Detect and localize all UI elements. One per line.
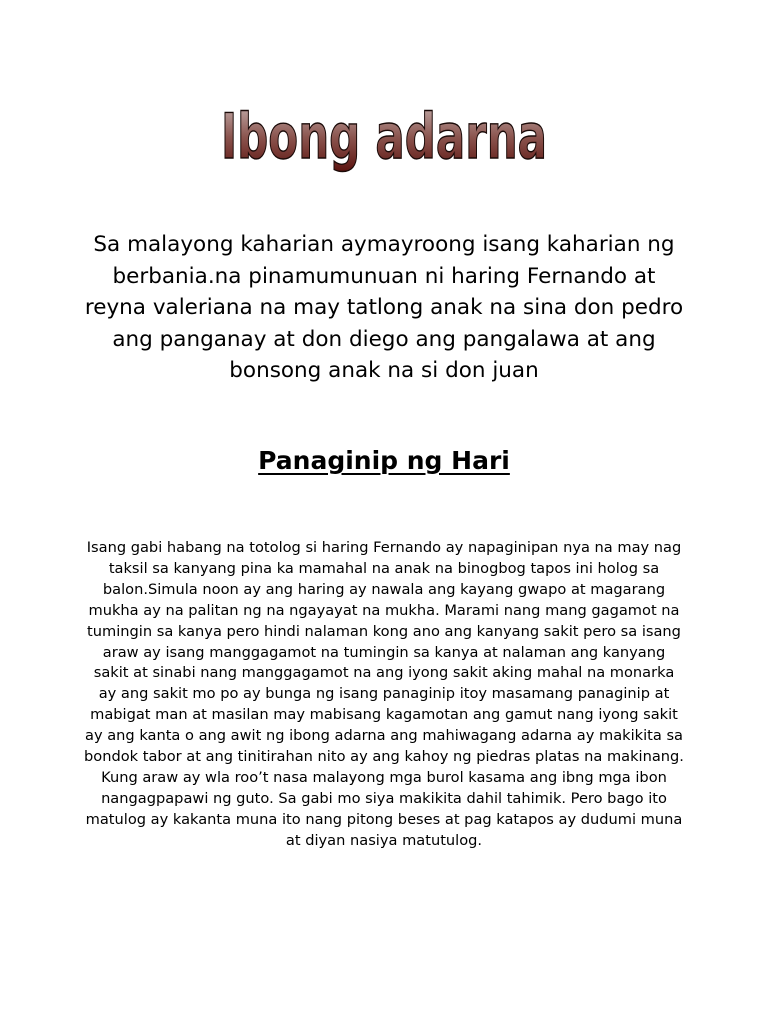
wordart-title-graphic bbox=[0, 100, 768, 180]
section-heading: Panaginip ng Hari bbox=[258, 446, 510, 475]
document-title: Ibong adarna bbox=[221, 100, 547, 173]
wordart-title bbox=[0, 100, 768, 180]
intro-paragraph: Sa malayong kaharian aymayroong isang kaharian ng berbania.na pinamumunuan ni haring Fernando at reyna valeriana na may tatlong anak na sina don pedro ang panganay at don diego ang pangalawa at ang bonsong anak na si don juan bbox=[84, 232, 684, 383]
story-paragraph: Isang gabi habang na totolog si haring Fernando ay napaginipan nya na may nag taksil sa kanyang pina ka mamahal na anak na binogbog tapos ini holog sa balon.Simula noon ay ang haring ay nawala ang kayang gwapo at magarang mukha ay na palitan ng na ngayayat na mukha. Marami nang mang gagamot na tumingin sa kanya pero hindi nalaman kong ano ang kanyang sakit pero sa isang araw ay isang manggagamot na tumingin sa kanya at nalaman ang kanyang sakit at sinabi nang manggagamot na ang iyong sakit aking mahal na monarka ay ang sakit mo po ay bunga ng isang panaginip itoy masamang panaginip at mabigat man at masilan may mabisang kagamotan ang gamut nang iyong sakit ay ang kanta o ang awit ng ibong adarna ang mahiwagang adarna ay makikita sa bondok tabor at ang tinitirahan nito ay ang kahoy ng piedras platas na makinang. Kung araw ay wla roo’t nasa malayong mga burol kasama ang ibng mga ibon nangagpapawi ng guto. Sa gabi mo siya makikita dahil tahimik. Pero bago ito matulog ay kakanta muna ito nang pitong beses at pag katapos ay dudumi muna at diyan nasiya matutulog. bbox=[84, 539, 684, 849]
